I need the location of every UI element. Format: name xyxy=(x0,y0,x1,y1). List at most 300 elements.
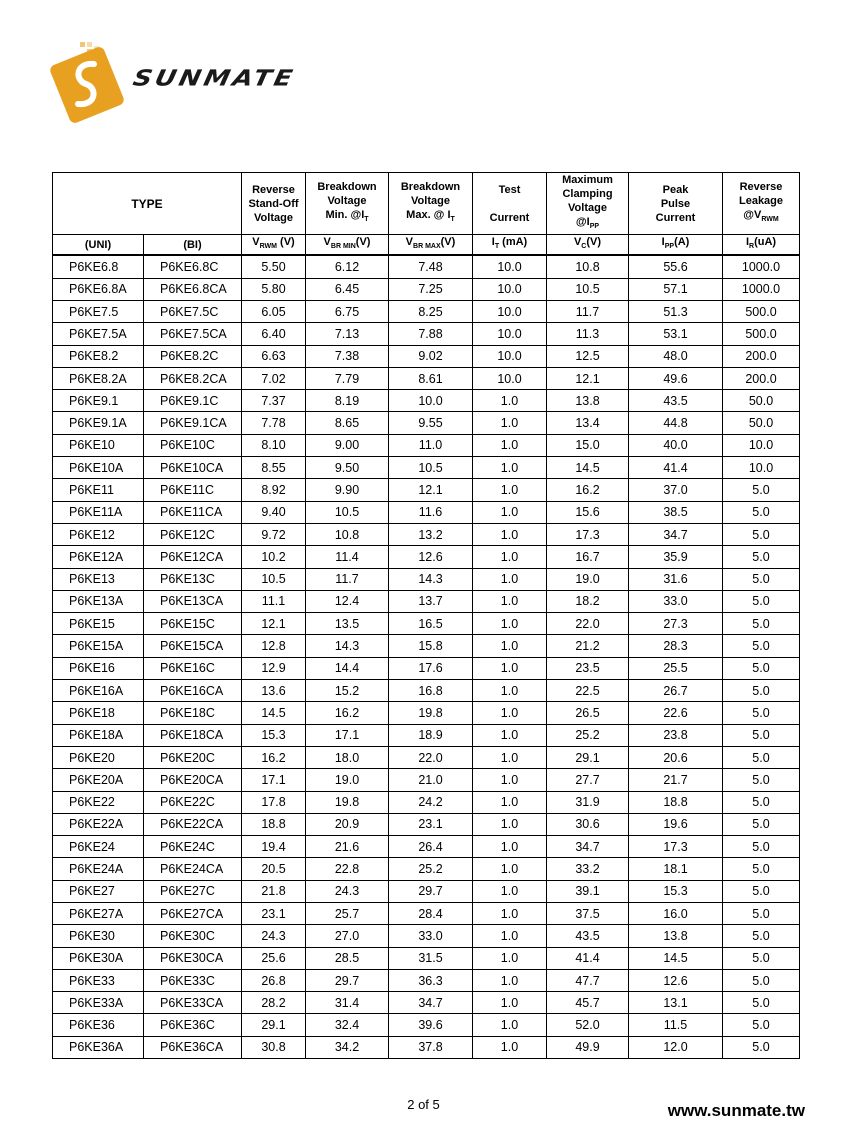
table-cell: 5.0 xyxy=(723,590,800,612)
table-cell: 21.7 xyxy=(629,769,723,791)
table-cell: 14.5 xyxy=(629,947,723,969)
table-row xyxy=(53,635,800,657)
table-cell: P6KE12C xyxy=(144,523,242,545)
table-cell: 19.4 xyxy=(242,836,306,858)
table-cell: P6KE8.2CA xyxy=(144,367,242,389)
table-cell: 1.0 xyxy=(473,813,547,835)
table-cell: 19.6 xyxy=(629,813,723,835)
table-row xyxy=(53,813,800,835)
table-cell: P6KE30A xyxy=(53,947,144,969)
table-cell: 19.0 xyxy=(547,568,629,590)
table-cell: P6KE22 xyxy=(53,791,144,813)
table-row xyxy=(53,345,800,367)
table-cell: 10.8 xyxy=(306,523,389,545)
table-cell: 28.4 xyxy=(389,902,473,924)
table-cell: P6KE30C xyxy=(144,925,242,947)
table-cell: 10.0 xyxy=(473,345,547,367)
table-cell: 5.0 xyxy=(723,613,800,635)
table-cell: 1.0 xyxy=(473,412,547,434)
table-cell: 24.3 xyxy=(242,925,306,947)
table-cell: 7.02 xyxy=(242,367,306,389)
table-cell: 1.0 xyxy=(473,479,547,501)
table-cell: P6KE36CA xyxy=(144,1036,242,1058)
table-cell: 33.0 xyxy=(629,590,723,612)
table-cell: P6KE27A xyxy=(53,902,144,924)
table-cell: 18.9 xyxy=(389,724,473,746)
table-cell: 1000.0 xyxy=(723,255,800,278)
table-cell: P6KE16A xyxy=(53,680,144,702)
table-cell: 1.0 xyxy=(473,724,547,746)
table-cell: 37.5 xyxy=(547,902,629,924)
table-cell: 26.8 xyxy=(242,969,306,991)
table-cell: 37.8 xyxy=(389,1036,473,1058)
table-cell: P6KE13C xyxy=(144,568,242,590)
unit-vc: $V_C(V)$ xyxy=(547,235,629,256)
table-cell: P6KE33 xyxy=(53,969,144,991)
table-cell: 5.50 xyxy=(242,255,306,278)
table-cell: 18.8 xyxy=(242,813,306,835)
table-cell: 43.5 xyxy=(547,925,629,947)
table-cell: 33.2 xyxy=(547,858,629,880)
table-cell: P6KE30CA xyxy=(144,947,242,969)
table-cell: 13.5 xyxy=(306,613,389,635)
table-cell: 10.5 xyxy=(242,568,306,590)
table-cell: 7.25 xyxy=(389,278,473,300)
table-cell: 5.0 xyxy=(723,635,800,657)
table-cell: 12.0 xyxy=(629,1036,723,1058)
table-cell: P6KE24C xyxy=(144,836,242,858)
table-cell: 18.8 xyxy=(629,791,723,813)
table-row xyxy=(53,858,800,880)
table-cell: 50.0 xyxy=(723,412,800,434)
table-cell: 1.0 xyxy=(473,457,547,479)
unit-ipp: $I_{PP}(A)$ xyxy=(629,235,723,256)
table-cell: 22.5 xyxy=(547,680,629,702)
table-cell: 5.0 xyxy=(723,546,800,568)
table-cell: P6KE16CA xyxy=(144,680,242,702)
table-cell: 10.8 xyxy=(547,255,629,278)
table-cell: 11.3 xyxy=(547,323,629,345)
table-cell: 1.0 xyxy=(473,791,547,813)
table-cell: 35.9 xyxy=(629,546,723,568)
table-cell: 26.5 xyxy=(547,702,629,724)
table-cell: 5.0 xyxy=(723,925,800,947)
table-cell: 13.7 xyxy=(389,590,473,612)
table-cell: P6KE6.8C xyxy=(144,255,242,278)
table-cell: 5.0 xyxy=(723,992,800,1014)
table-cell: 28.2 xyxy=(242,992,306,1014)
table-cell: P6KE15C xyxy=(144,613,242,635)
table-row xyxy=(53,255,800,278)
table-cell: 9.02 xyxy=(389,345,473,367)
table-cell: 11.6 xyxy=(389,501,473,523)
table-cell: P6KE18C xyxy=(144,702,242,724)
table-cell: 39.1 xyxy=(547,880,629,902)
table-cell: 19.8 xyxy=(389,702,473,724)
table-cell: 34.7 xyxy=(629,523,723,545)
table-cell: 7.48 xyxy=(389,255,473,278)
table-row xyxy=(53,479,800,501)
spec-table-body xyxy=(53,255,800,1058)
table-cell: 7.79 xyxy=(306,367,389,389)
table-cell: 5.0 xyxy=(723,501,800,523)
table-row xyxy=(53,947,800,969)
table-cell: 9.50 xyxy=(306,457,389,479)
table-cell: P6KE7.5CA xyxy=(144,323,242,345)
table-cell: 21.8 xyxy=(242,880,306,902)
table-cell: 10.0 xyxy=(723,434,800,456)
unit-it: $I_T$ (mA) xyxy=(473,235,547,256)
table-cell: 9.00 xyxy=(306,434,389,456)
table-cell: 11.7 xyxy=(547,300,629,322)
table-cell: P6KE36A xyxy=(53,1036,144,1058)
table-cell: P6KE6.8 xyxy=(53,255,144,278)
table-cell: 8.25 xyxy=(389,300,473,322)
table-cell: 11.5 xyxy=(629,1014,723,1036)
table-cell: 7.37 xyxy=(242,390,306,412)
table-cell: 17.1 xyxy=(306,724,389,746)
table-cell: P6KE24 xyxy=(53,836,144,858)
table-cell: 22.0 xyxy=(547,613,629,635)
table-cell: 5.0 xyxy=(723,746,800,768)
table-cell: 27.0 xyxy=(306,925,389,947)
table-cell: 12.6 xyxy=(629,969,723,991)
table-cell: 1.0 xyxy=(473,880,547,902)
table-cell: 21.2 xyxy=(547,635,629,657)
table-cell: P6KE22C xyxy=(144,791,242,813)
table-cell: 23.1 xyxy=(242,902,306,924)
table-cell: P6KE15CA xyxy=(144,635,242,657)
table-cell: 44.8 xyxy=(629,412,723,434)
table-cell: 500.0 xyxy=(723,323,800,345)
table-cell: 5.0 xyxy=(723,969,800,991)
table-cell: P6KE11A xyxy=(53,501,144,523)
header-reverse-standoff: Reverse Stand-Off Voltage xyxy=(242,173,306,235)
table-cell: P6KE27C xyxy=(144,880,242,902)
table-cell: P6KE33A xyxy=(53,992,144,1014)
table-cell: P6KE18CA xyxy=(144,724,242,746)
table-cell: P6KE27 xyxy=(53,880,144,902)
table-row xyxy=(53,1036,800,1058)
table-cell: 15.8 xyxy=(389,635,473,657)
table-row xyxy=(53,323,800,345)
table-row xyxy=(53,457,800,479)
table-cell: 18.1 xyxy=(629,858,723,880)
table-row xyxy=(53,836,800,858)
table-cell: P6KE24CA xyxy=(144,858,242,880)
header-max-clamping: Maximum Clamping Voltage $@I_{PP}$ xyxy=(547,173,629,235)
header-breakdown-min: Breakdown Voltage Min. $@I_T$ xyxy=(306,173,389,235)
table-cell: 26.7 xyxy=(629,680,723,702)
table-cell: 16.2 xyxy=(306,702,389,724)
website-url: www.sunmate.tw xyxy=(667,1101,805,1120)
table-cell: 1.0 xyxy=(473,546,547,568)
table-cell: P6KE9.1C xyxy=(144,390,242,412)
table-cell: P6KE33C xyxy=(144,969,242,991)
table-cell: 10.5 xyxy=(306,501,389,523)
table-cell: 15.3 xyxy=(242,724,306,746)
table-cell: 5.0 xyxy=(723,702,800,724)
table-cell: P6KE9.1CA xyxy=(144,412,242,434)
table-cell: 23.8 xyxy=(629,724,723,746)
table-cell: 13.8 xyxy=(629,925,723,947)
table-cell: 6.75 xyxy=(306,300,389,322)
table-cell: P6KE20A xyxy=(53,769,144,791)
table-cell: 5.0 xyxy=(723,858,800,880)
table-cell: 1.0 xyxy=(473,836,547,858)
table-cell: P6KE12A xyxy=(53,546,144,568)
table-cell: 22.6 xyxy=(629,702,723,724)
table-cell: 1.0 xyxy=(473,1014,547,1036)
table-row xyxy=(53,657,800,679)
table-cell: 17.8 xyxy=(242,791,306,813)
table-cell: 8.19 xyxy=(306,390,389,412)
table-cell: 14.5 xyxy=(547,457,629,479)
table-cell: 25.5 xyxy=(629,657,723,679)
table-cell: 49.9 xyxy=(547,1036,629,1058)
table-cell: 50.0 xyxy=(723,390,800,412)
table-row xyxy=(53,613,800,635)
table-cell: P6KE15A xyxy=(53,635,144,657)
header-type: TYPE xyxy=(53,173,242,235)
table-row xyxy=(53,546,800,568)
table-cell: 5.0 xyxy=(723,813,800,835)
table-cell: 12.8 xyxy=(242,635,306,657)
page-number: 2 of 5 xyxy=(407,1097,440,1112)
header-bi: (BI) xyxy=(144,235,242,256)
logo-mark-icon xyxy=(46,40,136,130)
table-cell: 1.0 xyxy=(473,702,547,724)
table-cell: 1.0 xyxy=(473,568,547,590)
table-cell: P6KE10 xyxy=(53,434,144,456)
table-cell: 200.0 xyxy=(723,367,800,389)
table-cell: P6KE13 xyxy=(53,568,144,590)
table-cell: 10.0 xyxy=(473,323,547,345)
table-cell: 7.38 xyxy=(306,345,389,367)
table-cell: 24.2 xyxy=(389,791,473,813)
table-cell: 15.2 xyxy=(306,680,389,702)
table-row xyxy=(53,969,800,991)
table-cell: 10.0 xyxy=(723,457,800,479)
table-cell: 5.0 xyxy=(723,902,800,924)
table-cell: P6KE6.8A xyxy=(53,278,144,300)
table-row xyxy=(53,523,800,545)
table-cell: 7.13 xyxy=(306,323,389,345)
table-cell: P6KE13CA xyxy=(144,590,242,612)
table-cell: 5.0 xyxy=(723,1036,800,1058)
table-cell: 16.0 xyxy=(629,902,723,924)
table-row xyxy=(53,300,800,322)
table-cell: 39.6 xyxy=(389,1014,473,1036)
table-cell: 1.0 xyxy=(473,902,547,924)
table-cell: 14.5 xyxy=(242,702,306,724)
table-cell: P6KE20 xyxy=(53,746,144,768)
table-cell: 47.7 xyxy=(547,969,629,991)
table-cell: 53.1 xyxy=(629,323,723,345)
table-cell: 16.2 xyxy=(242,746,306,768)
table-cell: 25.6 xyxy=(242,947,306,969)
table-cell: 19.0 xyxy=(306,769,389,791)
unit-vbrmax: $V_{BR MAX}(V)$ xyxy=(389,235,473,256)
table-cell: 1.0 xyxy=(473,969,547,991)
table-cell: 8.65 xyxy=(306,412,389,434)
table-cell: 41.4 xyxy=(547,947,629,969)
table-cell: P6KE16 xyxy=(53,657,144,679)
table-cell: 9.90 xyxy=(306,479,389,501)
table-row xyxy=(53,1014,800,1036)
table-cell: 1.0 xyxy=(473,635,547,657)
table-cell: 21.6 xyxy=(306,836,389,858)
table-cell: 28.3 xyxy=(629,635,723,657)
table-cell: 1.0 xyxy=(473,746,547,768)
table-row xyxy=(53,769,800,791)
table-cell: P6KE22CA xyxy=(144,813,242,835)
table-cell: 30.8 xyxy=(242,1036,306,1058)
table-cell: 11.7 xyxy=(306,568,389,590)
table-cell: 9.55 xyxy=(389,412,473,434)
table-cell: 29.7 xyxy=(389,880,473,902)
table-cell: 31.6 xyxy=(629,568,723,590)
table-cell: 12.4 xyxy=(306,590,389,612)
table-cell: P6KE11C xyxy=(144,479,242,501)
table-cell: 12.1 xyxy=(389,479,473,501)
table-cell: 13.6 xyxy=(242,680,306,702)
table-cell: 29.1 xyxy=(242,1014,306,1036)
table-cell: 10.0 xyxy=(473,367,547,389)
table-cell: 11.1 xyxy=(242,590,306,612)
table-cell: 15.0 xyxy=(547,434,629,456)
table-cell: P6KE22A xyxy=(53,813,144,835)
table-cell: 49.6 xyxy=(629,367,723,389)
table-cell: 5.0 xyxy=(723,523,800,545)
table-cell: P6KE7.5C xyxy=(144,300,242,322)
table-cell: 12.5 xyxy=(547,345,629,367)
table-cell: 52.0 xyxy=(547,1014,629,1036)
table-cell: 14.3 xyxy=(389,568,473,590)
table-cell: 23.5 xyxy=(547,657,629,679)
table-cell: 21.0 xyxy=(389,769,473,791)
table-cell: P6KE15 xyxy=(53,613,144,635)
table-cell: P6KE18A xyxy=(53,724,144,746)
table-row xyxy=(53,724,800,746)
table-cell: 13.2 xyxy=(389,523,473,545)
table-cell: 1.0 xyxy=(473,1036,547,1058)
table-cell: 5.0 xyxy=(723,680,800,702)
table-cell: 34.7 xyxy=(389,992,473,1014)
table-cell: 8.92 xyxy=(242,479,306,501)
table-cell: 20.9 xyxy=(306,813,389,835)
table-cell: 1.0 xyxy=(473,657,547,679)
table-cell: P6KE20C xyxy=(144,746,242,768)
table-cell: 28.5 xyxy=(306,947,389,969)
header-test-current: Test Current xyxy=(473,173,547,235)
table-cell: 5.0 xyxy=(723,1014,800,1036)
table-cell: 20.6 xyxy=(629,746,723,768)
table-cell: P6KE9.1 xyxy=(53,390,144,412)
table-cell: 15.3 xyxy=(629,880,723,902)
table-cell: 19.8 xyxy=(306,791,389,813)
table-cell: 6.12 xyxy=(306,255,389,278)
table-cell: 5.0 xyxy=(723,568,800,590)
table-cell: P6KE24A xyxy=(53,858,144,880)
table-cell: P6KE12 xyxy=(53,523,144,545)
table-cell: P6KE11 xyxy=(53,479,144,501)
table-cell: 6.05 xyxy=(242,300,306,322)
table-cell: 13.4 xyxy=(547,412,629,434)
table-cell: 10.5 xyxy=(547,278,629,300)
table-cell: 16.7 xyxy=(547,546,629,568)
table-cell: 1.0 xyxy=(473,947,547,969)
table-cell: 11.4 xyxy=(306,546,389,568)
table-cell: 37.0 xyxy=(629,479,723,501)
table-cell: 48.0 xyxy=(629,345,723,367)
table-cell: 17.6 xyxy=(389,657,473,679)
table-row xyxy=(53,702,800,724)
table-cell: P6KE6.8CA xyxy=(144,278,242,300)
table-cell: 17.3 xyxy=(629,836,723,858)
table-cell: 5.0 xyxy=(723,724,800,746)
table-cell: 9.40 xyxy=(242,501,306,523)
table-cell: P6KE20CA xyxy=(144,769,242,791)
table-cell: 10.0 xyxy=(473,278,547,300)
table-row xyxy=(53,791,800,813)
table-cell: 10.0 xyxy=(473,255,547,278)
table-cell: 10.2 xyxy=(242,546,306,568)
table-cell: 12.9 xyxy=(242,657,306,679)
table-cell: P6KE9.1A xyxy=(53,412,144,434)
table-cell: 17.3 xyxy=(547,523,629,545)
table-cell: 29.7 xyxy=(306,969,389,991)
table-cell: 43.5 xyxy=(629,390,723,412)
table-cell: 5.0 xyxy=(723,947,800,969)
table-cell: 20.5 xyxy=(242,858,306,880)
table-cell: 8.10 xyxy=(242,434,306,456)
table-cell: 5.0 xyxy=(723,836,800,858)
table-cell: 27.7 xyxy=(547,769,629,791)
table-cell: P6KE8.2C xyxy=(144,345,242,367)
table-cell: P6KE18 xyxy=(53,702,144,724)
table-cell: 36.3 xyxy=(389,969,473,991)
table-cell: 31.5 xyxy=(389,947,473,969)
table-cell: 34.7 xyxy=(547,836,629,858)
table-cell: 33.0 xyxy=(389,925,473,947)
table-cell: P6KE27CA xyxy=(144,902,242,924)
table-cell: 16.5 xyxy=(389,613,473,635)
table-cell: 22.0 xyxy=(389,746,473,768)
table-cell: 5.0 xyxy=(723,880,800,902)
table-cell: 8.55 xyxy=(242,457,306,479)
table-row xyxy=(53,680,800,702)
table-cell: P6KE10C xyxy=(144,434,242,456)
table-row xyxy=(53,501,800,523)
table-cell: 25.2 xyxy=(547,724,629,746)
table-cell: 15.6 xyxy=(547,501,629,523)
table-row xyxy=(53,590,800,612)
sunmate-logo xyxy=(46,40,308,130)
unit-vrwm: $V_{RWM}$ (V) xyxy=(242,235,306,256)
table-cell: 31.9 xyxy=(547,791,629,813)
table-cell: 1.0 xyxy=(473,858,547,880)
table-cell: 7.88 xyxy=(389,323,473,345)
table-cell: 1.0 xyxy=(473,613,547,635)
table-row xyxy=(53,902,800,924)
table-row xyxy=(53,278,800,300)
table-cell: 25.2 xyxy=(389,858,473,880)
table-cell: 7.78 xyxy=(242,412,306,434)
table-cell: 6.40 xyxy=(242,323,306,345)
table-cell: 8.61 xyxy=(389,367,473,389)
table-row xyxy=(53,412,800,434)
